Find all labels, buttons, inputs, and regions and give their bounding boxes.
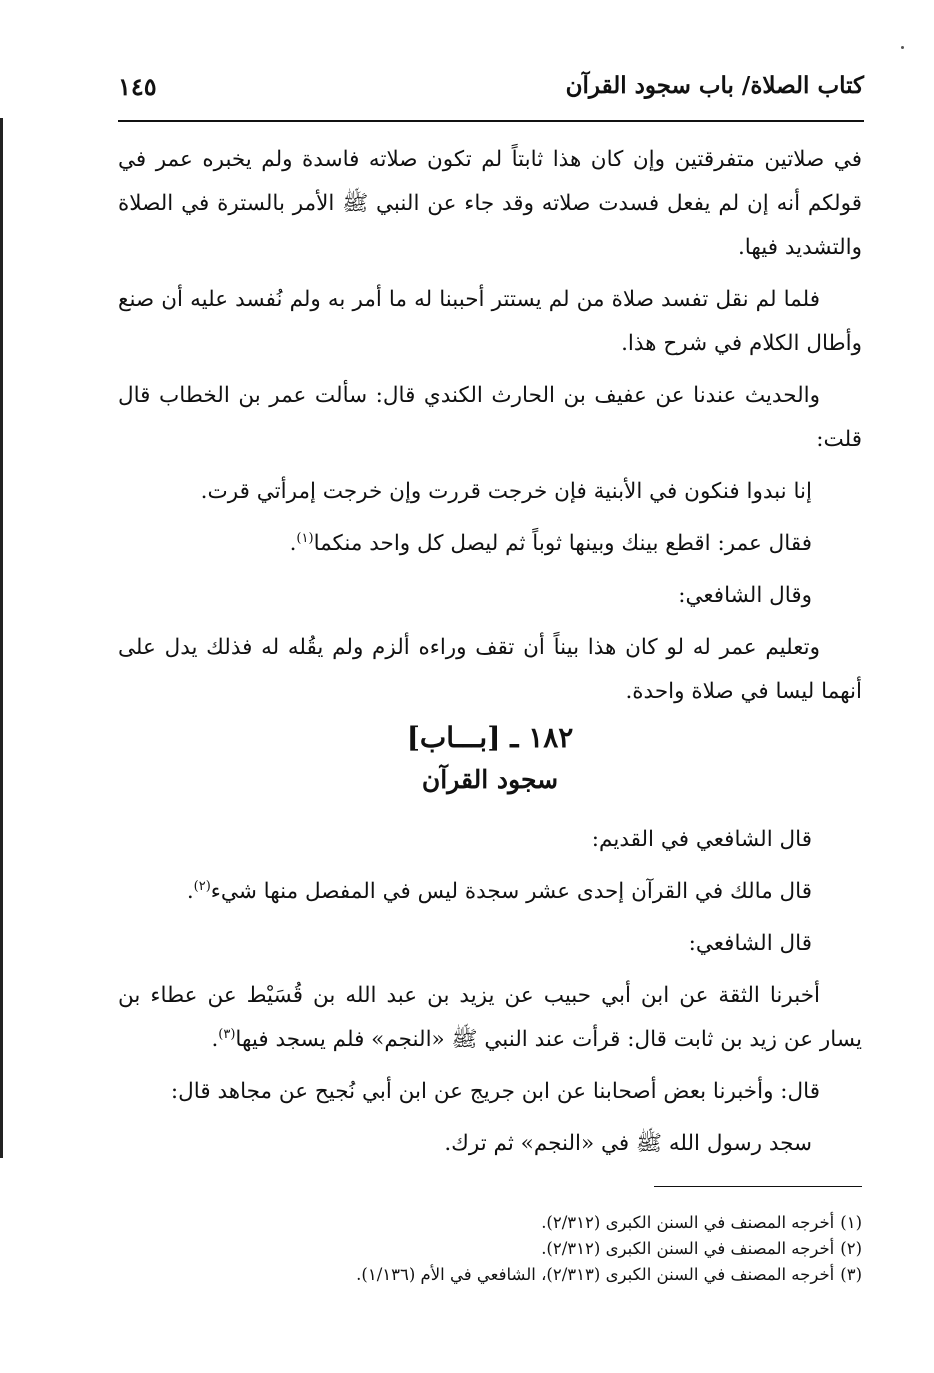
- footnote-text: أخرجه المصنف في السنن الكبرى (٢/٣١٢).: [541, 1239, 835, 1258]
- paragraph-text: قال مالك في القرآن إحدى عشر سجدة ليس في المفصل منها شيء: [210, 879, 812, 904]
- section-text: [118, 818, 862, 1174]
- paragraph: قال الشافعي في القديم:: [591, 827, 812, 852]
- footnote-ref: (٢): [193, 878, 211, 894]
- footnotes: [118, 1210, 862, 1288]
- footnote-separator: [654, 1186, 862, 1187]
- header-title: كتاب الصلاة/ باب سجود القرآن: [565, 72, 864, 99]
- quoted-line: إنا نبدوا فنكون في الأبنية فإن خرجت قررت وإن خرجت إمرأتي قرت.: [200, 479, 812, 504]
- scan-speck: [901, 46, 904, 49]
- page-number: ١٤٥: [118, 72, 157, 101]
- running-header: [118, 70, 864, 122]
- section-number: ١٨٢ ـ [بـــاب]: [406, 721, 574, 754]
- paragraph: قال: وأخبرنا بعض أصحابنا عن ابن جريج عن ابن أبي نُجيح عن مجاهد قال:: [170, 1079, 820, 1104]
- footnote: [118, 1236, 862, 1262]
- paragraph: قال الشافعي:: [688, 931, 812, 956]
- section-heading: [118, 716, 862, 800]
- footnote-number: (٢): [840, 1239, 862, 1258]
- scan-edge-line: [0, 118, 3, 1158]
- footnote-number: (٣): [840, 1265, 862, 1284]
- footnote-text: أخرجه المصنف في السنن الكبرى (٢/٣١٣)، الشافعي في الأم (١/١٣٦).: [356, 1265, 835, 1284]
- main-text: [118, 138, 862, 722]
- paragraph: أخبرنا الثقة عن ابن أبي حبيب عن يزيد بن عبد الله بن قُسَيْط عن عطاء بن يسار عن زيد بن ثابت قال: قرأت عند النبي ﷺ «النجم» فلم يسجد فيها$^{(٣)}$.: [118, 983, 862, 1052]
- paragraph: وقال الشافعي:: [678, 583, 812, 608]
- paragraph: قال مالك في القرآن إحدى عشر سجدة ليس في المفصل منها شيء$^{(٢)}$.: [186, 878, 812, 904]
- paragraph: وتعليم عمر له لو كان هذا بيناً أن تقف وراءه ألزم ولم يقُله له فذلك يدل على أنهما ليسا في صلاة واحدة.: [118, 635, 862, 704]
- paragraph: سجد رسول الله ﷺ في «النجم» ثم ترك.: [444, 1131, 812, 1156]
- quoted-line-text: فقال عمر: اقطع بينك وبينها ثوباً ثم ليصل كل واحد منكما: [313, 531, 812, 556]
- section-title: سجود القرآن: [421, 765, 559, 794]
- footnote: [118, 1262, 862, 1288]
- paragraph: في صلاتين متفرقتين وإن كان هذا ثابتاً لم تكون صلاته فاسدة ولم يخبره عمر في قولكم أنه إن لم يفعل فسدت صلاته وقد جاء عن النبي ﷺ الأمر بالسترة في الصلاة والتشديد فيها.: [118, 147, 862, 260]
- footnote: [118, 1210, 862, 1236]
- footnote-ref: (٣): [218, 1026, 236, 1042]
- footnote-number: (١): [840, 1213, 862, 1232]
- paragraph-text: أخبرنا الثقة عن ابن أبي حبيب عن يزيد بن عبد الله بن قُسَيْط عن عطاء بن يسار عن زيد بن ثابت قال: قرأت عند النبي ﷺ «النجم» فلم يسجد فيها: [118, 983, 862, 1052]
- footnote-ref: (١): [296, 530, 314, 546]
- footnote-text: أخرجه المصنف في السنن الكبرى (٢/٣١٢).: [541, 1213, 835, 1232]
- paragraph: فلما لم نقل تفسد صلاة من لم يستتر أحببنا له ما أمر به ولم نُفسد عليه أن صنع وأطال الكلام في شرح هذا.: [118, 287, 862, 356]
- paragraph: والحديث عندنا عن عفيف بن الحارث الكندي قال: سألت عمر بن الخطاب قال قلت:: [118, 383, 862, 452]
- quoted-line: فقال عمر: اقطع بينك وبينها ثوباً ثم ليصل كل واحد منكما$^{(١)}$.: [289, 530, 812, 556]
